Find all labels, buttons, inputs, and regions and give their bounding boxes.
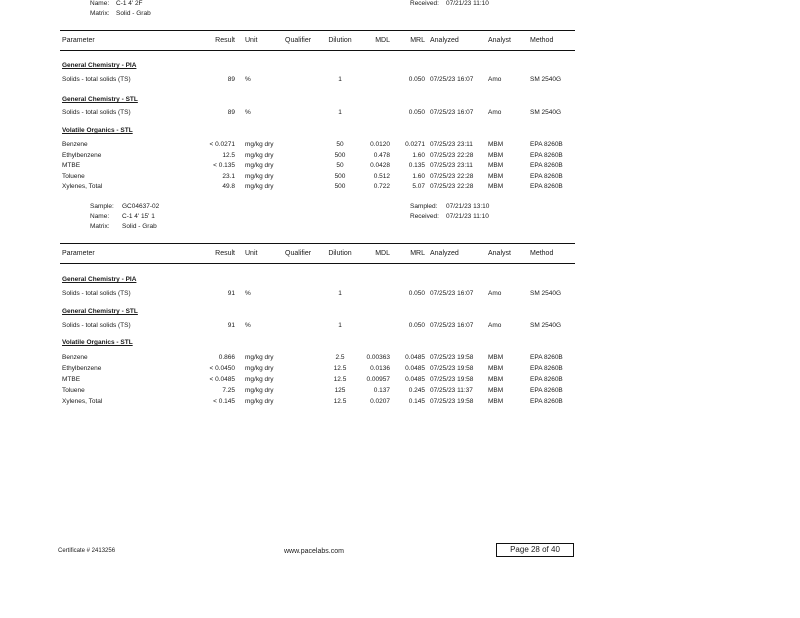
cell-unit: mg/kg dry	[245, 141, 274, 148]
cell-method: EPA 8260B	[530, 365, 563, 372]
cell-analyst: MBM	[488, 354, 504, 361]
cell-mrl: 1.60	[412, 172, 425, 180]
cell-method: SM 2540G	[530, 322, 562, 329]
column-header-qualifier: Qualifier	[285, 37, 312, 44]
page-number: Page 28 of 40	[496, 543, 574, 557]
cell-parameter: Ethylbenzene	[62, 365, 102, 372]
sampled-label: Sampled:	[410, 203, 438, 210]
cell-result: 89	[227, 76, 235, 83]
column-header-parameter: Parameter	[62, 250, 95, 257]
cell-unit: mg/kg dry	[245, 387, 274, 394]
column-header-analyzed: Analyzed	[430, 37, 459, 44]
cell-unit: mg/kg dry	[245, 398, 274, 405]
name-value: C-1 4' 15' 1	[122, 213, 155, 220]
cell-method: EPA 8260B	[530, 172, 563, 180]
received-label: Received:	[410, 0, 439, 7]
cell-analyst: Amo	[488, 290, 502, 297]
cell-method: SM 2540G	[530, 109, 562, 116]
column-header-method: Method	[530, 37, 554, 44]
cell-analyzed: 07/25/23 19:58	[430, 398, 474, 405]
cell-method: SM 2540G	[530, 290, 562, 297]
cell-result: < 0.0271	[209, 141, 235, 148]
cell-parameter: Ethylbenzene	[62, 151, 102, 159]
cell-mrl: 5.07	[412, 183, 425, 190]
cell-method: EPA 8260B	[530, 387, 563, 394]
cell-dilution: 50	[336, 141, 344, 148]
cell-dilution: 1	[338, 322, 342, 329]
cell-dilution: 1	[338, 109, 342, 116]
table-top-rule	[60, 30, 575, 31]
cell-unit: %	[245, 76, 251, 83]
table-row	[60, 141, 580, 151]
cell-analyzed: 07/25/23 22:28	[430, 151, 474, 159]
cell-mrl: 0.050	[408, 76, 425, 83]
cell-analyzed: 07/25/23 22:28	[430, 183, 474, 190]
column-header-parameter: Parameter	[62, 37, 95, 44]
cell-unit: mg/kg dry	[245, 376, 274, 383]
table-row	[60, 152, 580, 162]
table-row	[60, 322, 580, 332]
cell-analyzed: 07/25/23 16:07	[430, 290, 474, 297]
cell-parameter: Toluene	[62, 172, 85, 180]
cell-parameter: Benzene	[62, 354, 88, 361]
column-header-result: Result	[215, 250, 235, 257]
cell-mrl: 0.0485	[405, 376, 425, 383]
cell-dilution: 1	[338, 290, 342, 297]
table-row	[60, 290, 580, 300]
cell-analyzed: 07/25/23 16:07	[430, 76, 474, 83]
cell-parameter: Solids - total solids (TS)	[62, 76, 131, 83]
column-header-mrl: MRL	[410, 37, 425, 44]
cell-method: EPA 8260B	[530, 141, 563, 148]
column-header-mdl: MDL	[375, 37, 390, 44]
cell-dilution: 125	[334, 387, 346, 394]
cell-analyst: Amo	[488, 322, 502, 329]
cell-method: EPA 8260B	[530, 376, 563, 383]
cell-analyst: MBM	[488, 387, 504, 394]
table-header-rule	[60, 263, 575, 264]
received-value: 07/21/23 11:10	[446, 213, 489, 220]
cell-analyst: MBM	[488, 151, 504, 159]
column-header-mdl: MDL	[375, 250, 390, 257]
cell-analyst: MBM	[488, 376, 504, 383]
cell-unit: mg/kg dry	[245, 365, 274, 372]
column-header-unit: Unit	[245, 37, 258, 44]
cell-mrl: 0.050	[408, 109, 425, 116]
cell-dilution: 1	[338, 76, 342, 83]
cell-analyzed: 07/25/23 11:37	[430, 387, 473, 394]
cell-dilution: 50	[336, 162, 344, 169]
cell-method: SM 2540G	[530, 76, 562, 83]
cell-analyzed: 07/25/23 23:11	[430, 141, 473, 148]
column-header-method: Method	[530, 250, 554, 257]
cell-dilution: 12.5	[333, 398, 347, 405]
cell-analyzed: 07/25/23 19:58	[430, 354, 474, 361]
cell-method: EPA 8260B	[530, 162, 563, 169]
cell-analyst: Amo	[488, 109, 502, 116]
cell-dilution: 500	[334, 183, 346, 190]
cell-method: EPA 8260B	[530, 151, 563, 159]
cell-analyst: MBM	[488, 365, 504, 372]
received-value: 07/21/23 11:10	[446, 0, 489, 7]
sample-value: GC04637-02	[122, 203, 160, 210]
cell-unit: %	[245, 290, 251, 297]
section-title: General Chemistry - PIA	[62, 62, 137, 69]
cell-result: < 0.0450	[209, 365, 235, 372]
table-row	[60, 365, 580, 375]
cell-mrl: 0.050	[408, 322, 425, 329]
cell-dilution: 12.5	[333, 376, 347, 383]
cell-mdl: 0.512	[373, 172, 390, 180]
section-title: Volatile Organics - STL	[62, 127, 133, 134]
matrix-value: Solid - Grab	[116, 10, 151, 17]
cell-parameter: Xylenes, Total	[62, 183, 103, 190]
cell-analyst: MBM	[488, 162, 504, 169]
table-row	[60, 398, 580, 408]
column-header-mrl: MRL	[410, 250, 425, 257]
cell-unit: mg/kg dry	[245, 354, 274, 361]
cell-mrl: 0.135	[408, 162, 425, 169]
table-row	[60, 109, 580, 119]
table-row	[60, 376, 580, 386]
certificate-number: Certificate # 2413256	[58, 548, 116, 554]
cell-dilution: 12.5	[333, 365, 347, 372]
cell-mdl: 0.00957	[366, 376, 390, 383]
section-title: General Chemistry - STL	[62, 96, 138, 103]
cell-analyzed: 07/25/23 23:11	[430, 162, 473, 169]
cell-result: < 0.145	[213, 398, 235, 405]
cell-mdl: 0.478	[373, 151, 390, 159]
column-header-analyzed: Analyzed	[430, 250, 459, 257]
cell-result: 23.1	[222, 172, 235, 180]
table-top-rule	[60, 243, 575, 244]
cell-mdl: 0.0428	[370, 162, 390, 169]
cell-unit: %	[245, 322, 251, 329]
cell-parameter: MTBE	[62, 162, 81, 169]
column-header-qualifier: Qualifier	[285, 250, 312, 257]
cell-mrl: 0.0271	[405, 141, 425, 148]
cell-unit: %	[245, 109, 251, 116]
cell-result: < 0.0485	[209, 376, 235, 383]
cell-parameter: Solids - total solids (TS)	[62, 290, 131, 297]
cell-analyst: MBM	[488, 398, 504, 405]
name-label: Name:	[90, 0, 110, 7]
cell-mdl: 0.722	[373, 183, 390, 190]
column-header-dilution: Dilution	[328, 250, 352, 257]
section-title: General Chemistry - PIA	[62, 276, 137, 283]
table-row	[60, 173, 580, 183]
cell-analyzed: 07/25/23 22:28	[430, 172, 474, 180]
website-link[interactable]: www.pacelabs.com	[284, 548, 344, 555]
cell-result: 7.25	[222, 387, 235, 394]
cell-parameter: Solids - total solids (TS)	[62, 109, 131, 116]
cell-unit: mg/kg dry	[245, 151, 274, 159]
cell-mrl: 0.050	[408, 290, 425, 297]
table-row	[60, 387, 580, 397]
cell-method: EPA 8260B	[530, 183, 563, 190]
cell-mdl: 0.0207	[370, 398, 390, 405]
table-row	[60, 183, 580, 193]
cell-analyzed: 07/25/23 16:07	[430, 322, 474, 329]
received-label: Received:	[410, 213, 439, 220]
cell-parameter: Benzene	[62, 141, 88, 148]
cell-parameter: Toluene	[62, 387, 85, 394]
cell-mrl: 0.145	[408, 398, 425, 405]
cell-result: 0.866	[218, 354, 235, 361]
cell-unit: mg/kg dry	[245, 162, 274, 169]
column-header-dilution: Dilution	[328, 37, 352, 44]
cell-analyzed: 07/25/23 19:58	[430, 376, 474, 383]
cell-result: 49.8	[222, 183, 235, 190]
cell-mdl: 0.0136	[370, 365, 390, 372]
cell-method: EPA 8260B	[530, 354, 563, 361]
cell-dilution: 2.5	[335, 354, 345, 361]
cell-result: 12.5	[222, 151, 235, 159]
section-title: Volatile Organics - STL	[62, 339, 133, 346]
column-header-analyst: Analyst	[488, 250, 511, 257]
cell-dilution: 500	[334, 172, 346, 180]
cell-method: EPA 8260B	[530, 398, 563, 405]
cell-mdl: 0.0120	[370, 141, 390, 148]
cell-analyzed: 07/25/23 19:58	[430, 365, 474, 372]
cell-result: < 0.135	[213, 162, 235, 169]
cell-dilution: 500	[334, 151, 346, 159]
cell-parameter: MTBE	[62, 376, 81, 383]
cell-analyst: MBM	[488, 183, 504, 190]
cell-result: 91	[227, 322, 235, 329]
cell-mrl: 0.0485	[405, 354, 425, 361]
sample-label: Sample:	[90, 203, 114, 210]
sampled-value: 07/21/23 13:10	[446, 203, 490, 210]
cell-mrl: 0.245	[408, 387, 425, 394]
cell-mrl: 1.60	[412, 151, 425, 159]
name-value: C-1 4' 2F	[116, 0, 143, 7]
column-header-result: Result	[215, 37, 235, 44]
section-title: General Chemistry - STL	[62, 308, 138, 315]
cell-result: 89	[227, 109, 235, 116]
table-row	[60, 162, 580, 172]
cell-mdl: 0.137	[373, 387, 390, 394]
matrix-value: Solid - Grab	[122, 223, 157, 230]
cell-parameter: Solids - total solids (TS)	[62, 322, 131, 329]
matrix-label: Matrix:	[90, 10, 110, 17]
name-label: Name:	[90, 213, 110, 220]
cell-parameter: Xylenes, Total	[62, 398, 103, 405]
table-header-rule	[60, 50, 575, 51]
cell-analyst: Amo	[488, 76, 502, 83]
cell-analyst: MBM	[488, 172, 504, 180]
cell-unit: mg/kg dry	[245, 172, 274, 180]
column-header-unit: Unit	[245, 250, 258, 257]
cell-result: 91	[227, 290, 235, 297]
cell-analyst: MBM	[488, 141, 504, 148]
cell-mrl: 0.0485	[405, 365, 425, 372]
table-row	[60, 354, 580, 364]
column-header-analyst: Analyst	[488, 37, 511, 44]
cell-analyzed: 07/25/23 16:07	[430, 109, 474, 116]
table-row	[60, 76, 580, 86]
cell-unit: mg/kg dry	[245, 183, 274, 190]
cell-mdl: 0.00363	[366, 354, 390, 361]
matrix-label: Matrix:	[90, 223, 110, 230]
